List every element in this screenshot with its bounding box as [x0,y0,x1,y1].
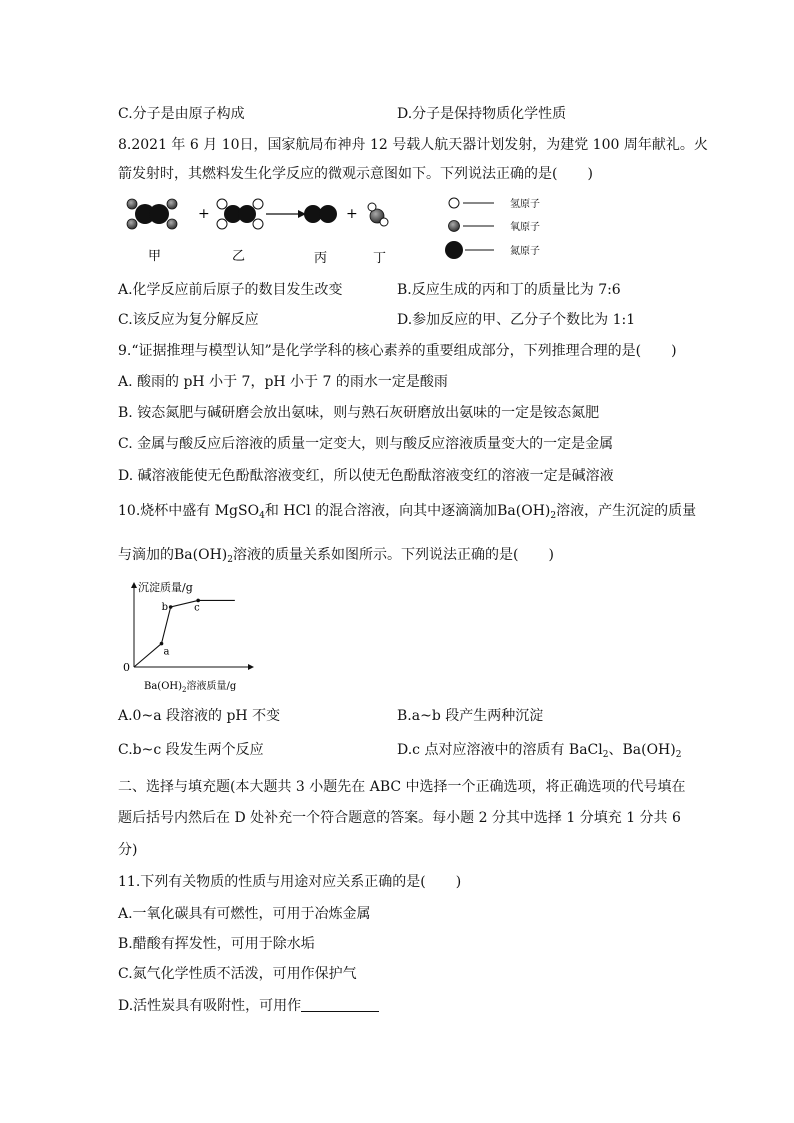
chart-point-b [169,605,173,609]
q11-option-a: A.一氧化碳具有可燃性，可用于冶炼金属 [118,906,371,922]
chart-x-arrow [248,664,254,670]
q10-precipitate-chart [118,577,268,695]
q8-option-a: A.化学反应前后原子的数目发生改变 [118,282,343,298]
label-ding: 丁 [373,251,387,266]
q9-stem-close: ) [671,343,677,359]
q9-option-c: C. 金属与酸反应后溶液的质量一定变大，则与酸反应溶液质量变大的一定是金属 [118,436,614,452]
chart-point-label-b: b [161,602,169,613]
q9-option-a: A. 酸雨的 pH 小于 7，pH 小于 7 的雨水一定是酸雨 [118,374,448,390]
q10-stem-line2: 与滴加的$Ba(OH)_2$溶液的质量关系如图所示。下列说法正确的是( ) [118,547,554,565]
q10-option-c: C.b~c 段发生两个反应 [118,742,264,758]
q11-option-c: C.氮气化学性质不活泼，可用作保护气 [118,966,357,982]
q8-option-c: C.该反应为复分解反应 [118,312,259,328]
molecule-bing [304,205,337,223]
chart-xlabel: $Ba(OH)_2$溶液质量/g [144,681,237,694]
q8-stem-text: 箭发射时，其燃料发生化学反应的微观示意图如下。下列说法正确的是( [118,166,558,182]
q9-stem-text: 9.“证据推理与模型认知”是化学学科的核心素养的重要组成部分，下列推理合理的是( [118,343,642,359]
q11-stem-text: 11.下列有关物质的性质与用途对应关系正确的是( [118,874,426,890]
molecule-jia [127,199,177,229]
q8-reaction-diagram [118,192,558,268]
q11-answer-blank[interactable] [301,997,379,1012]
section2-line2: 题后括号内然后在 D 处补充一个符合题意的答案。每小题 2 分其中选择 1 分填充 1 分共 6 [118,810,681,826]
q11-option-b: B.醋酸有挥发性，可用于除水垢 [118,936,315,952]
legend-oxygen: 氧原子 [510,222,540,233]
diagram-legend [445,197,540,259]
chart-point-label-a: a [163,646,170,658]
chart-point-a [160,642,164,646]
chart-series-line [134,600,235,667]
q8-option-d: D.参加反应的甲、乙分子个数比为 1:1 [397,312,636,328]
section2-line3: 分) [118,842,138,858]
q7-option-c: C.分子是由原子构成 [118,106,245,122]
q10-option-b: B.a~b 段产生两种沉淀 [397,708,544,724]
q8-stem-line2 [118,164,593,184]
legend-hydrogen: 氢原子 [510,199,540,210]
q10-option-a: A.0~a 段溶液的 pH 不变 [118,708,281,724]
molecule-ding [368,203,388,226]
label-jia: 甲 [148,249,162,264]
q9-stem [118,341,677,361]
q7-option-d: D.分子是保持物质化学性质 [397,106,567,122]
section2-line1: 二、选择与填充题(本大题共 3 小题先在 ABC 中选择一个正确选项，将正确选项的代号填在 [118,779,686,795]
chart-origin-label: 0 [123,661,130,674]
svg-text:+: + [198,206,210,222]
chart-ylabel: 沉淀质量/g [138,581,193,594]
molecule-yi [217,199,263,229]
q8-stem-line1: 8.2021 年 6 月 10日，国家航局布神舟 12 号载人航天器计划发射，为建党 100 周年献礼。火 [118,137,708,153]
q10-option-d: D.c 点对应溶液中的溶质有 BaCl$_2$、$Ba(OH)_2$ [397,742,682,760]
q11-stem [118,872,461,892]
q9-option-b: B. 铵态氮肥与碱研磨会放出氨味，则与熟石灰研磨放出氨味的一定是铵态氮肥 [118,405,600,421]
q11-option-d: D.活性炭具有吸附性，可用作 [118,996,379,1016]
legend-nitrogen: 氮原子 [510,246,540,257]
q8-stem-close: ) [587,166,593,182]
q11-stem-close: ) [455,874,462,890]
chart-point-label-c: c [194,602,200,614]
q8-option-b: B.反应生成的丙和丁的质量比为 7:6 [397,282,621,298]
label-yi: 乙 [232,249,246,264]
chart-y-arrow [131,582,137,588]
svg-text:+: + [346,206,358,222]
q10-stem-line1: 10.烧杯中盛有 MgSO$_4$和 HCl 的混合溶液，向其中逐滴滴加$Ba(OH)_2$溶液，产生沉淀的质量 [118,503,697,521]
q9-option-d: D. 碱溶液能使无色酚酞溶液变红，所以使无色酚酞溶液变红的溶液一定是碱溶液 [118,468,614,484]
label-bing: 丙 [314,251,328,266]
